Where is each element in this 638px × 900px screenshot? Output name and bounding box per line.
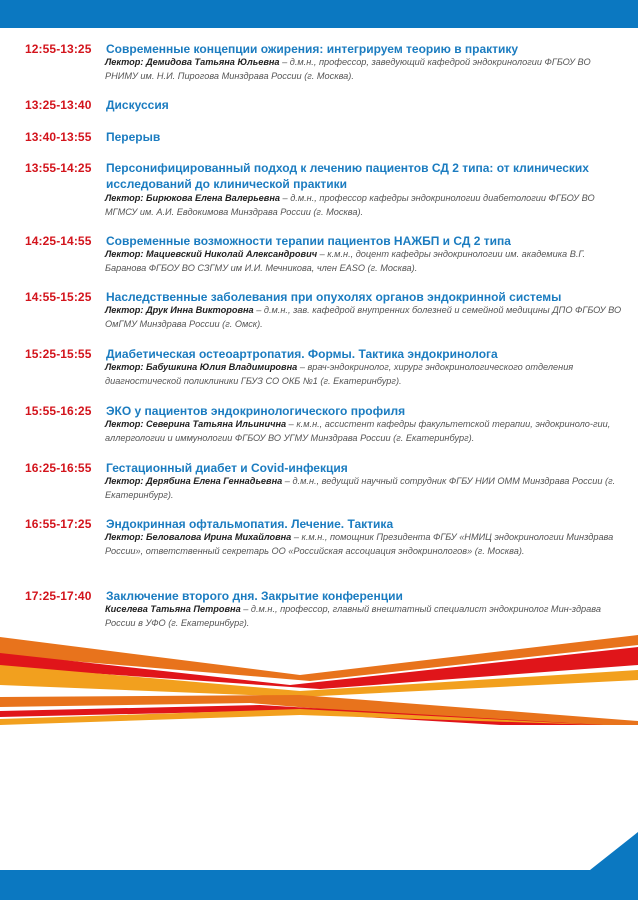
session-time: 16:25-16:55: [25, 461, 92, 475]
lecturer-name: Лектор: Демидова Татьяна Юльевна: [105, 57, 280, 67]
session-time: 14:55-15:25: [25, 290, 92, 304]
lecturer-details: – д.м.н., профессор кафедры эндокринологии диабетологии ФГБОУ ВО МГМСУ им. А.И. Евдокимова Минздрава России (г. Москва).: [105, 193, 595, 217]
lecturer-details: – к.м.н., помощник Президента ФГБУ «НМИЦ эндокринологии Минздрава России», ответственный секретарь ОО «Российская ассоциация эндокринологов» (г. Москва).: [105, 532, 614, 556]
session-time: 16:55-17:25: [25, 517, 92, 531]
session-title: Гестационный диабет и Covid-инфекция: [106, 461, 348, 475]
lecturer-details: – д.м.н., профессор, главный внештатный специалист эндокринолог Мин-здрава России в УФО (г. Екатеринбург).: [105, 604, 601, 628]
lecturer-name: Киселева Татьяна Петровна: [105, 604, 241, 614]
header-band: [0, 0, 638, 28]
session-title: Диабетическая остеоартропатия. Формы. Тактика эндокринолога: [106, 347, 498, 361]
lecturer-info: [105, 531, 623, 558]
session-time: 12:55-13:25: [25, 42, 92, 56]
session-time: 13:25-13:40: [25, 98, 92, 112]
lecturer-details: – к.м.н., ассистент кафедры факультетской терапии, эндокриноло-гии, аллергологии и иммунологии ФГБОУ ВО УГМУ Минздрава России (г. Екатеринбург).: [105, 419, 611, 443]
session-title: Дискуссия: [106, 98, 169, 112]
lecturer-info: [105, 475, 623, 502]
lecturer-details: – д.м.н., ведущий научный сотрудник ФГБУ НИИ ОММ Минздрава России (г. Екатеринбург).: [105, 476, 616, 500]
session-title: Перерыв: [106, 130, 161, 144]
session-title: Эндокринная офтальмопатия. Лечение. Тактика: [106, 517, 394, 531]
lecturer-name: Лектор: Дерябина Елена Геннадьевна: [105, 476, 283, 486]
lecturer-name: Лектор: Друк Инна Викторовна: [105, 305, 254, 315]
session-title: Современные возможности терапии пациентов НАЖБП и СД 2 типа: [106, 234, 511, 248]
lecturer-info: [105, 192, 623, 219]
session-time: 15:25-15:55: [25, 347, 92, 361]
session-time: 15:55-16:25: [25, 404, 92, 418]
lecturer-info: [105, 56, 623, 83]
lecturer-name: Лектор: Бирюкова Елена Валерьевна: [105, 193, 280, 203]
session-time: 13:40-13:55: [25, 130, 92, 144]
lecturer-details: – к.м.н., доцент кафедры эндокринологии им. академика В.Г. Баранова ФГБОУ ВО СЗГМУ им И.И. Мечникова, член EASO (г. Москва).: [105, 249, 586, 273]
lecturer-info: [105, 418, 623, 445]
decorative-ribbons: [0, 625, 638, 725]
lecturer-info: [105, 248, 623, 275]
lecturer-info: [105, 361, 623, 388]
session-title: Персонифицированный подход к лечению пациентов СД 2 типа: от клинических исследований до клинической практики: [106, 161, 589, 191]
session-time: 14:25-14:55: [25, 234, 92, 248]
lecturer-name: Лектор: Беловалова Ирина Михайловна: [105, 532, 292, 542]
session-title: Заключение второго дня. Закрытие конференции: [106, 589, 403, 603]
session-title: ЭКО у пациентов эндокринологического профиля: [106, 404, 406, 418]
lecturer-details: – д.м.н., профессор, заведующий кафедрой эндокринологии ФГБОУ ВО РНИМУ им. Н.И. Пирогова Минздрава России (г. Москва).: [105, 57, 591, 81]
session-title: Наследственные заболевания при опухолях органов эндокринной системы: [106, 290, 562, 304]
lecturer-info: [105, 304, 623, 331]
lecturer-name: Лектор: Мациевский Николай Александрович: [105, 249, 318, 259]
session-time: 17:25-17:40: [25, 589, 92, 603]
lecturer-details: – д.м.н., зав. кафедрой внутренних болезней и семейной медицины ДПО ФГБОУ ВО ОмГМУ Минздрава России (г. Омск).: [105, 305, 622, 329]
lecturer-name: Лектор: Бабушкина Юлия Владимировна: [105, 362, 298, 372]
lecturer-name: Лектор: Северина Татьяна Ильинична: [105, 419, 287, 429]
session-title: Современные концепции ожирения: интегрируем теорию в практику: [106, 42, 519, 56]
session-time: 13:55-14:25: [25, 161, 92, 175]
lecturer-details: – врач-эндокринолог, хирург эндокринологического отделения диагностической поликлиники ГБУЗ СО ОКБ №1 (г. Екатеринбург).: [105, 362, 574, 386]
